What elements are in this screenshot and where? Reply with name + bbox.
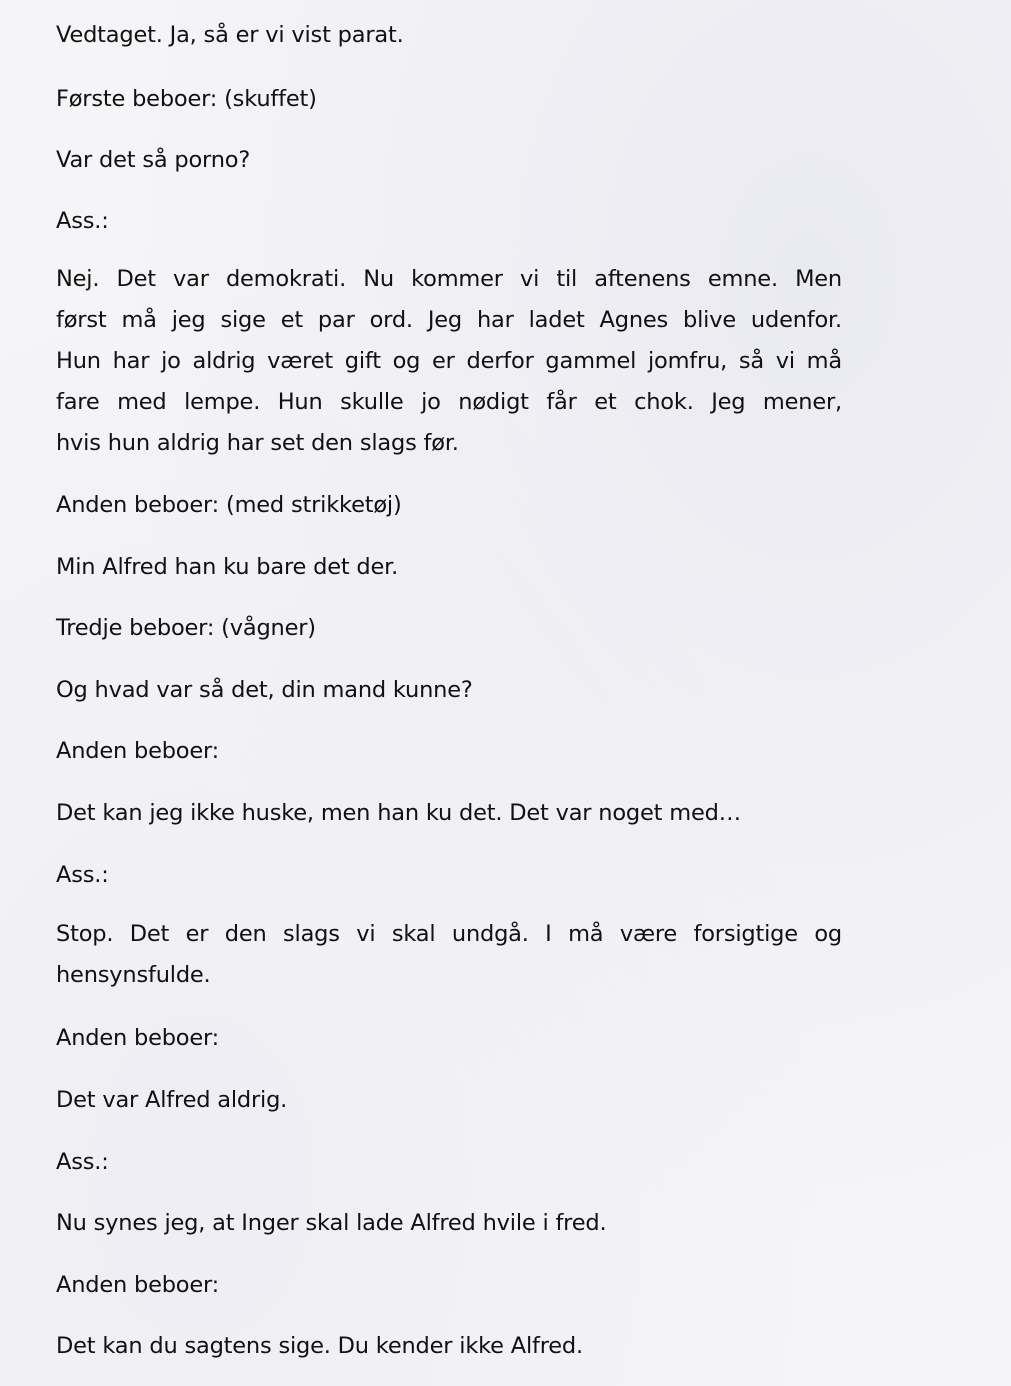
paragraph-line: hensynsfulde. [56, 962, 211, 988]
speaker-label: Tredje beboer: (vågner) [56, 615, 316, 641]
dialogue-line: Og hvad var så det, din mand kunne? [56, 677, 473, 703]
speaker-label: Første beboer: (skuffet) [56, 86, 317, 112]
dialogue-paragraph [56, 259, 842, 464]
paragraph-line: Nej. Det var demokrati. Nu kommer vi til aftenens emne. Men [56, 266, 842, 292]
dialogue-line: Det var Alfred aldrig. [56, 1087, 288, 1113]
paragraph-line: først må jeg sige et par ord. Jeg har ladet Agnes blive udenfor. [56, 307, 842, 333]
speaker-label: Ass.: [56, 208, 109, 234]
dialogue-paragraph [56, 914, 842, 996]
speaker-label: Anden beboer: (med strikketøj) [56, 492, 402, 518]
dialogue-line: Var det så porno? [56, 147, 251, 173]
speaker-label: Anden beboer: [56, 1025, 220, 1051]
dialogue-line: Det kan du sagtens sige. Du kender ikke Alfred. [56, 1333, 583, 1359]
dialogue-line: Det kan jeg ikke huske, men han ku det. Det var noget med… [56, 800, 741, 826]
dialogue-line: Nu synes jeg, at Inger skal lade Alfred hvile i fred. [56, 1210, 607, 1236]
paragraph-line: fare med lempe. Hun skulle jo nødigt får et chok. Jeg mener, [56, 389, 842, 415]
paragraph-line: Stop. Det er den slags vi skal undgå. I må være forsigtige og [56, 921, 842, 947]
paragraph-line: Hun har jo aldrig været gift og er derfor gammel jomfru, så vi må [56, 348, 842, 374]
speaker-label: Ass.: [56, 862, 109, 888]
paragraph-line: hvis hun aldrig har set den slags før. [56, 430, 459, 456]
dialogue-line: Vedtaget. Ja, så er vi vist parat. [56, 22, 404, 48]
speaker-label: Anden beboer: [56, 738, 220, 764]
speaker-label: Anden beboer: [56, 1272, 220, 1298]
speaker-label: Ass.: [56, 1149, 109, 1175]
dialogue-line: Min Alfred han ku bare det der. [56, 554, 399, 580]
